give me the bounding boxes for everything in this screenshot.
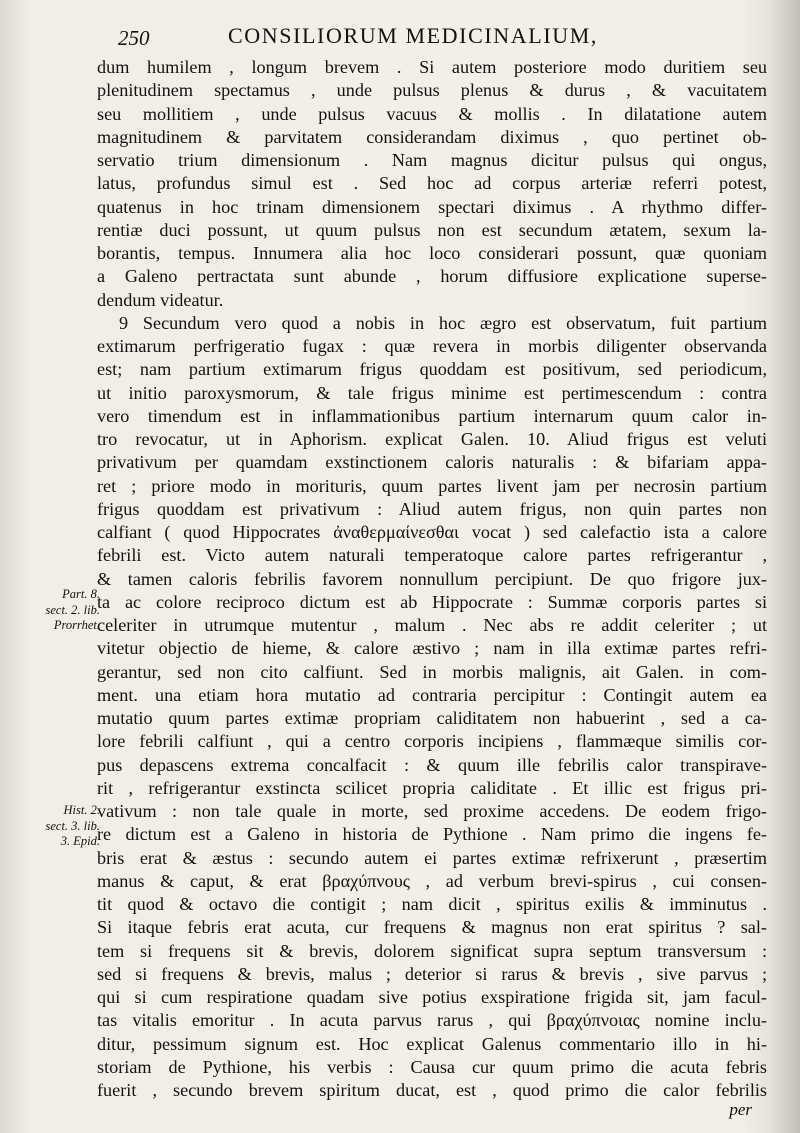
text-line: vativum : non tale quale in morte, sed proxime accedens. De eodem frigo- xyxy=(97,801,767,821)
text-line: manus & caput, & erat βραχύπνους , ad verbum brevi-spirus , cui consen- xyxy=(97,870,767,891)
text-line: bris erat & æstus : secundo autem ei partes extimæ refrixerunt , præsertim xyxy=(97,847,767,868)
text-line: ut initio paroxysmorum, & tale frigus minime est pertimescendum : contra xyxy=(97,382,767,403)
text-line: pus depascens extrema concalfacit : & quum ille febrilis calor transpirave- xyxy=(97,754,767,775)
text-line: sed si frequens & brevis, malus ; deterior si rarus & brevis , sive parvus ; xyxy=(97,963,767,984)
text-line: tas vitalis emoritur . In acuta parvus rarus , qui βραχύπνοιας nomine inclu- xyxy=(97,1010,767,1031)
text-line: fuerit , secundo brevem spiritum ducat, est , quod primo die calor febrilis xyxy=(97,1080,767,1100)
text-line: dendum videatur. xyxy=(97,289,224,310)
text-line: latus, profundus simul est . Sed hoc ad corpus arteriæ referri potest, xyxy=(97,173,767,194)
text-line: frigus quoddam est privativum : Aliud autem frigus, non quin partes non xyxy=(97,498,767,519)
margin-note xyxy=(10,803,100,850)
text-line: qui si cum respiratione quadam sive potius exspiratione frigida sit, jam facul- xyxy=(97,987,767,1007)
text-line: borantis, tempus. Innumera alia hoc loco considerari possunt, quæ quoniam xyxy=(97,243,767,263)
text-line: ment. una etiam hora mutatio ad contraria percipitur : Contingit autem ea xyxy=(97,684,767,705)
catchword: per xyxy=(729,1100,752,1119)
body-text xyxy=(97,56,767,1102)
margin-note-line: sect. 3. lib. xyxy=(45,818,100,833)
text-line: rentiæ duci possunt, ut quum pulsus non est secundum ætatem, sexum la- xyxy=(97,219,767,240)
text-line: extimarum perfrigeratio fugax : quæ revera in morbis diligenter observanda xyxy=(97,336,767,356)
text-line: tit quod & octavo die contigit ; nam dicit , spiritus exilis & imminutus . xyxy=(97,894,767,914)
text-line: 9 Secundum vero quod a nobis in hoc ægro est observatum, fuit partium xyxy=(119,312,767,333)
running-head xyxy=(112,22,752,52)
text-line: est; nam partium extimarum frigus quoddam est positivum, sed periodicum, xyxy=(97,359,767,380)
text-line: servatio trium dimensionum . Nam magnus dicitur pulsus qui ongus, xyxy=(97,150,767,170)
text-line: tro revocatur, ut in Aphorism. explicat Galen. 10. Aliud frigus est veluti xyxy=(97,429,767,449)
text-line: calfiant ( quod Hippocrates ἀναθερμαίνεσθαι vocat ) sed calefactio ista a calore xyxy=(97,522,767,542)
text-line: storiam de Pythione, his verbis : Causa cur quum primo die acuta febris xyxy=(97,1056,767,1077)
text-line: Si itaque febris erat acuta, cur frequens & magnus non erat spiritus ? sal- xyxy=(97,917,767,938)
text-line: rit , refrigerantur exstincta scilicet propria caliditate . Et illic est frigus pri- xyxy=(97,777,767,798)
text-line: a Galeno pertractata sunt abunde , horum diffusiore explicatione superse- xyxy=(97,266,767,287)
text-line: quatenus in hoc trinam dimensionem spectari diximus . A rhythmo differ- xyxy=(97,196,767,217)
text-line: ret ; priore modo in morituris, quum partes livent jam per necrosin partium xyxy=(97,475,767,496)
margin-note-line: Hist. 2. xyxy=(63,803,100,817)
text-line: febrili est. Victo autem naturali temperatoque calore partes refrigerantur , xyxy=(97,545,767,566)
text-line: gerantur, sed non cito calfiunt. Sed in morbis malignis, ait Galen. in com- xyxy=(97,661,767,682)
margin-note-line: 3. Epid. xyxy=(60,834,100,848)
text-line: tem si frequens sit & brevis, dolorem significat supra septum transversum : xyxy=(97,940,767,961)
text-line: & tamen caloris febrilis favorem nonnullum percipiunt. De quo frigore jux- xyxy=(97,568,767,589)
text-line: ditur, pessimum signum est. Hoc explicat Galenus commentario illo in hi- xyxy=(97,1033,767,1054)
running-title: CONSILIORUM MEDICINALIUM, xyxy=(228,23,598,48)
text-line: re dictum est a Galeno in historia de Pythione . Nam primo die ingens fe- xyxy=(97,824,767,845)
margin-note-line: Prorrhet. xyxy=(53,618,100,632)
page-number: 250 xyxy=(118,26,150,50)
text-line: seu mollitiem , unde pulsus vacuus & mollis . In dilatatione autem xyxy=(97,103,767,124)
gutter-shadow xyxy=(770,0,800,1133)
margin-note-line: sect. 2. lib. xyxy=(45,602,100,617)
text-line: ta ac colore reciproco dictum est ab Hippocrate : Summæ corporis partes si xyxy=(97,591,767,612)
text-line: vero timendum est in inflammationibus partium internarum quum calor in- xyxy=(97,405,767,426)
text-line: magnitudinem & parvitatem considerandam diximus , quo pertinet ob- xyxy=(97,126,767,147)
text-line: plenitudinem spectamus , unde pulsus plenus & durus , & vacuitatem xyxy=(97,80,767,101)
text-line: dum humilem , longum brevem . Si autem posteriore modo duritiem seu xyxy=(97,57,767,77)
text-line: mutatio quum partes extimæ propriam caliditatem non habuerint , sed a ca- xyxy=(97,708,767,728)
text-line: vitetur objectio de hieme, & calore æstivo ; nam in illa extimæ partes refri- xyxy=(97,638,767,659)
text-line: lore febrili calfiunt , qui a centro corporis incipiens , flammæque similis cor- xyxy=(97,731,767,752)
margin-note xyxy=(10,587,100,634)
margin-note-line: Part. 8. xyxy=(62,587,100,601)
text-line: celeriter in utrumque mutentur , malum . Nec abs re addit celeriter ; ut xyxy=(97,615,767,635)
text-line: privativum per quamdam exstinctionem caloris naturalis : & bifariam appa- xyxy=(97,452,767,473)
